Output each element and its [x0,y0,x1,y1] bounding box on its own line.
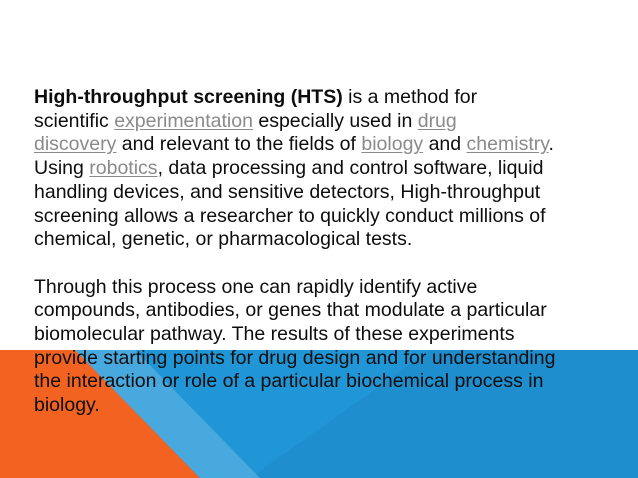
text-line: chemical, genetic, or pharmacological tests. [34,228,413,251]
text-line [34,133,614,157]
hts-term: High-throughput screening (HTS) [34,86,343,108]
text-span: , data processing and control software, liquid [157,157,544,180]
text-span: scientific [34,109,115,132]
paragraph-hts-definition [34,86,614,252]
link-biology[interactable]: biology [361,133,424,156]
text-line: handling devices, and sensitive detectors, High-throughput [34,180,541,203]
text-span: Using [34,157,90,180]
text-line: biomolecular pathway. The results of these experiments [34,323,515,346]
text-span: and [423,133,467,156]
link-experimentation[interactable]: experimentation [114,109,253,132]
text-line: biology. [34,394,100,417]
link-robotics[interactable]: robotics [89,157,158,180]
text-span: especially used in [252,109,418,132]
text-line: compounds, antibodies, or genes that modulate a particular [34,299,547,322]
text-line: the interaction or role of a particular biochemical process in [34,370,544,393]
text-line: screening allows a researcher to quickly conduct millions of [34,204,546,227]
slide-text [34,86,614,418]
link-drug-discovery-part2[interactable]: discovery [34,133,117,156]
text-line: Through this process one can rapidly identify active [34,275,478,298]
text-span: and relevant to the fields of [116,133,362,156]
text-line [34,86,614,110]
paragraph-hts-process [34,276,614,418]
text-line: provide starting points for drug design and for understanding [34,346,556,369]
text-line [34,157,614,181]
text-span: is a method for [342,86,478,108]
link-drug-discovery-part1[interactable]: drug [417,109,457,132]
text-line [34,110,614,134]
link-chemistry[interactable]: chemistry [466,133,549,156]
text-span: . [548,133,554,156]
